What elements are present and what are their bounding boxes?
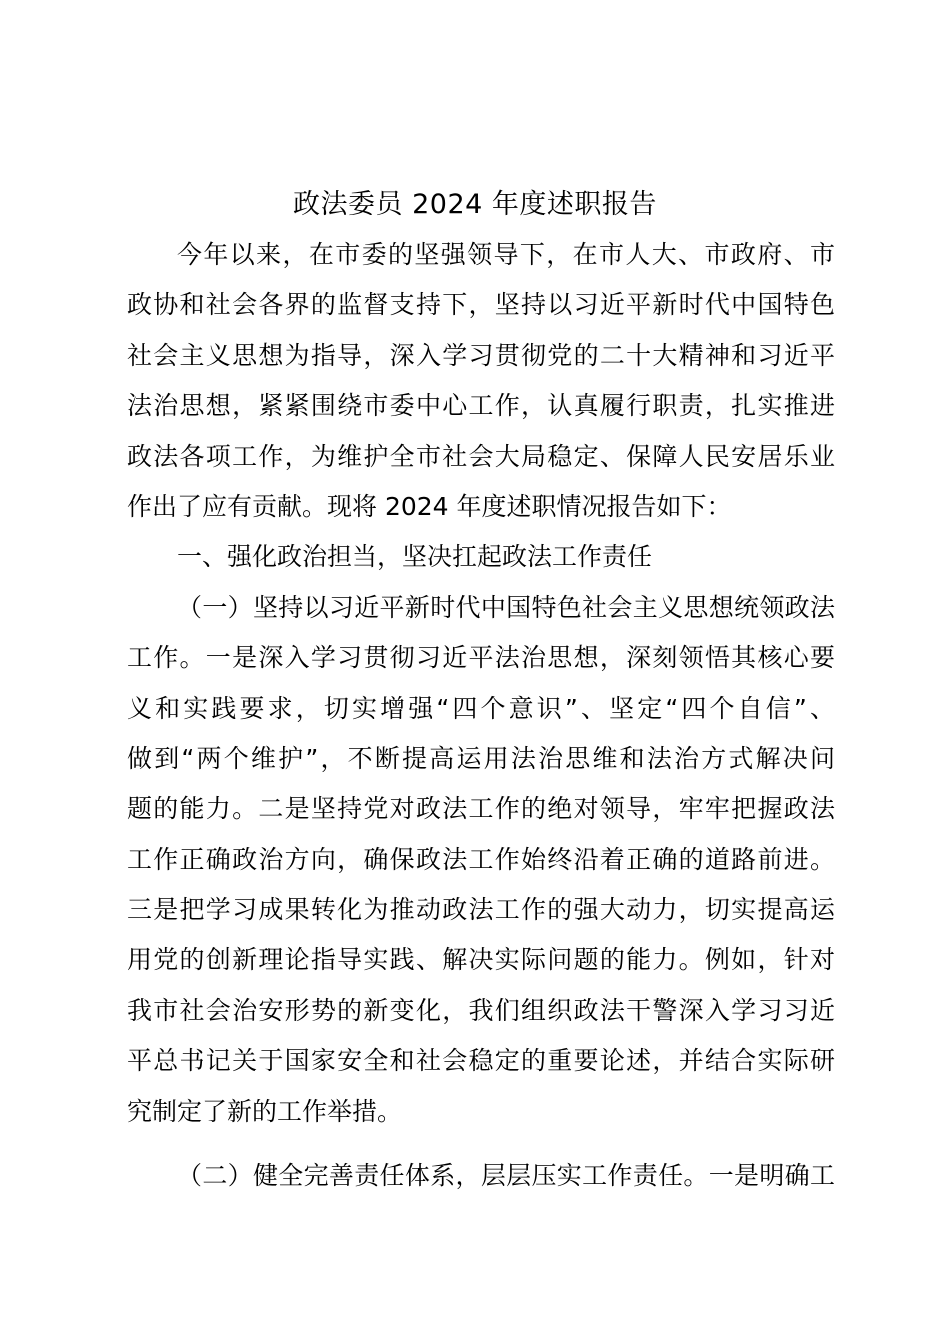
document-body [127, 230, 835, 1201]
paragraph-line: 三是把学习成果转化为推动政法工作的强大动力，切实提高运 [127, 895, 835, 925]
document-title: 政法委员 2024 年度述职报告 [293, 189, 657, 220]
paragraph-line: 题的能力。二是坚持党对政法工作的绝对领导，牢牢把握政法 [127, 794, 835, 824]
paragraph-line: 用党的创新理论指导实践、解决实际问题的能力。例如，针对 [127, 945, 835, 975]
paragraph-line: 我市社会治安形势的新变化，我们组织政法干警深入学习习近 [127, 995, 835, 1025]
paragraph-line: 政协和社会各界的监督支持下，坚持以习近平新时代中国特色 [127, 290, 835, 320]
paragraph-line: （一）坚持以习近平新时代中国特色社会主义思想统领政法 [177, 592, 835, 622]
section-heading: 一、强化政治担当，坚决扛起政法工作责任 [177, 542, 653, 572]
paragraph-line: 做到“两个维护”，不断提高运用法治思维和法治方式解决问 [127, 743, 835, 773]
paragraph-line: （二）健全完善责任体系，层层压实工作责任。一是明确工 [177, 1161, 835, 1191]
paragraph-line: 政法各项工作，为维护全市社会大局稳定、保障人民安居乐业 [127, 441, 835, 471]
paragraph-line: 作出了应有贡献。现将 2024 年度述职情况报告如下： [127, 491, 732, 521]
paragraph-line: 工作正确政治方向，确保政法工作始终沿着正确的道路前进。 [127, 844, 835, 874]
paragraph-line: 究制定了新的工作举措。 [127, 1096, 403, 1126]
paragraph-gap [127, 1137, 835, 1151]
paragraph-line: 社会主义思想为指导，深入学习贯彻党的二十大精神和习近平 [127, 340, 835, 370]
paragraph-line: 法治思想，紧紧围绕市委中心工作，认真履行职责，扎实推进 [127, 391, 835, 421]
paragraph-line: 平总书记关于国家安全和社会稳定的重要论述，并结合实际研 [127, 1046, 835, 1076]
paragraph-line: 义和实践要求，切实增强“四个意识”、坚定“四个自信”、 [127, 693, 835, 723]
paragraph-line: 今年以来，在市委的坚强领导下，在市人大、市政府、市 [177, 240, 835, 269]
paragraph-line: 工作。一是深入学习贯彻习近平法治思想，深刻领悟其核心要 [127, 643, 835, 673]
